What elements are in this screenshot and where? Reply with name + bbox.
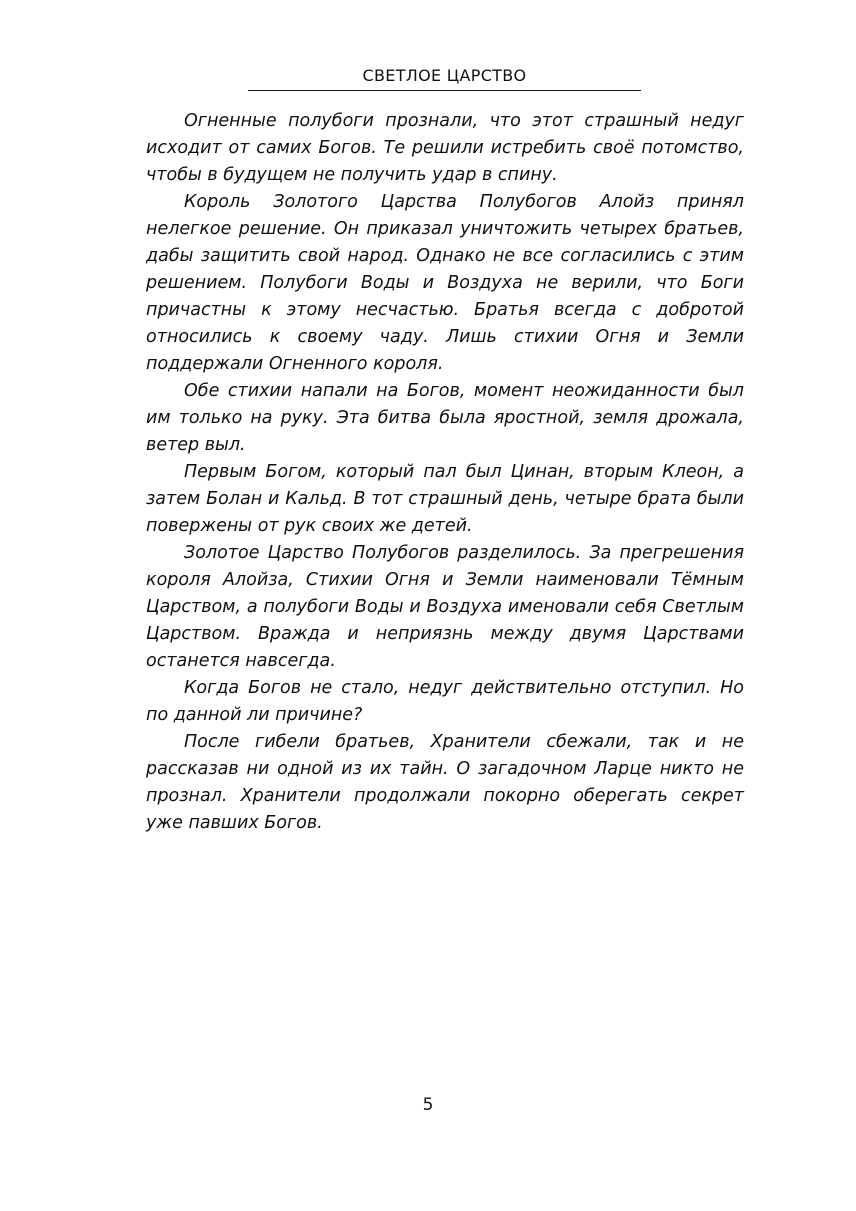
paragraph: Когда Богов не стало, недуг действительно отступил. Но по данной ли причине?	[146, 678, 744, 725]
paragraph: После гибели братьев, Хранители сбежали, так и не рассказав ни одной из их тайн. О загадочном Ларце никто не прознал. Хранители продолжали покорно оберегать секрет уже павших Богов.	[146, 732, 744, 833]
body-text	[146, 108, 744, 837]
paragraph: Первым Богом, который пал был Цинан, вторым Клеон, а затем Болан и Кальд. В тот страшный день, четыре брата были повержены от рук своих же детей.	[146, 462, 744, 536]
paragraph: Золотое Царство Полубогов разделилось. За прегрешения короля Алойза, Стихии Огня и Земли наименовали Тёмным Царством, а полубоги Воды и Воздуха именовали себя Светлым Царством. Вражда и неприязнь между двумя Царствами останется навсегда.	[146, 543, 744, 671]
paragraph: Король Золотого Царства Полубогов Алойз принял нелегкое решение. Он приказал уничтожить четырех братьев, дабы защитить свой народ. Однако не все согласились с этим решением. Полубоги Воды и Воздуха не верили, что Боги причастны к этому несчастью. Братья всегда с добротой относились к своему чаду. Лишь стихии Огня и Земли поддержали Огненного короля.	[146, 192, 744, 374]
page-number: 5	[422, 1095, 434, 1115]
running-header: СВЕТЛОЕ ЦАРСТВО	[248, 66, 641, 91]
paragraph: Огненные полубоги прознали, что этот страшный недуг исходит от самих Богов. Те решили истребить своё потомство, чтобы в будущем не получить удар в спину.	[146, 111, 744, 185]
paragraph: Обе стихии напали на Богов, момент неожиданности был им только на руку. Эта битва была яростной, земля дрожала, ветер выл.	[146, 381, 744, 455]
